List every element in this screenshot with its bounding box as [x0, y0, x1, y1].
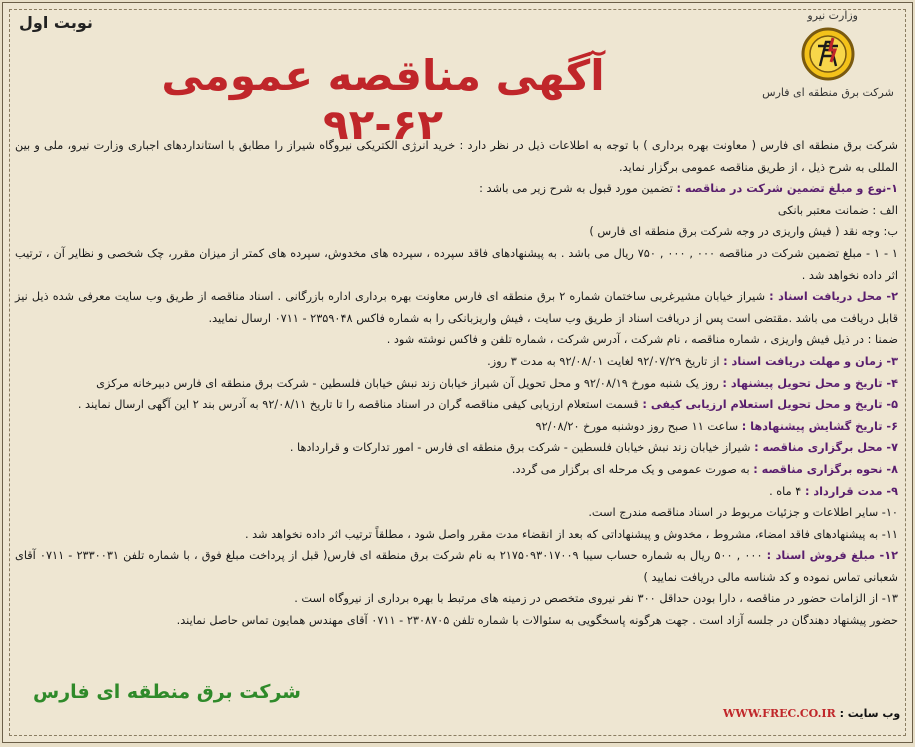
website-link[interactable]: WWW.FREC.CO.IR — [723, 707, 836, 720]
item-1-b: ب: وجه نقد ( فیش واریزی در وجه شرکت برق منطقه ای فارس ) — [589, 225, 898, 239]
website-label: وب سایت : — [839, 707, 901, 720]
item-12: ۱۲- مبلغ فروش اسناد : ۰۰۰ , ۵۰۰ ریال به شماره حساب سیبا ۲۱۷۵۰۹۳۰۱۷۰۰۹ به نام شرکت برق منطقه ای فارس( قبل از پرداخت مبلغ فوق ، با شماره تلفن ۲۳۳۰۰۳۱ - ۰۷۱۱ آقای شعبانی تماس نموده و کد شناسه مالی دریافت نمایید ) — [15, 549, 898, 584]
item-2: ۲- محل دریافت اسناد : شیراز خیابان مشیرغربی ساختمان شماره ۲ برق منطقه ای فارس معاونت بهره برداری اداره بازرگانی . اسناد مناقصه از طریق وب سایت معرفی شده ذیل نیز قابل دریافت می باشد .مقتضی است پس از دریافت اسناد از طریق وب سایت ، فیش واریزبانکی را به شماره فاکس ۲۳۵۹۰۴۸ - ۰۷۱۱ ارسال نمایید. — [15, 290, 898, 325]
item-10: ۱۰- سایر اطلاعات و جزئیات مربوط در اسناد مناقصه مندرج است. — [588, 506, 898, 520]
item-9: ۹- مدت قرارداد : ۴ ماه . — [769, 484, 898, 498]
item-1-a: الف : ضمانت معتبر بانکی — [777, 203, 898, 217]
company-label: شرکت برق منطقه ای فارس — [762, 86, 894, 99]
item-13: ۱۳- از الزامات حضور در مناقصه ، دارا بودن حداقل ۳۰۰ نفر نیروی متخصص در زمینه های مرتبط با بهره برداری از نیروگاه است . — [294, 592, 898, 606]
ministry-label: وزارت نیرو — [807, 9, 858, 22]
company-signature: شرکت برق منطقه ای فارس — [33, 681, 301, 703]
item-6: ۶- تاریخ گشایش پیشنهادها : ساعت ۱۱ صبح روز دوشنبه مورخ ۹۲/۰۸/۲۰ — [535, 419, 898, 433]
website-line — [723, 707, 900, 720]
notice-body — [15, 135, 898, 632]
item-11: ۱۱- به پیشنهادهای فاقد امضاء، مشروط ، مخدوش و پیشنهاداتی که بعد از انقضاء مدت مقرر واصل شود ، مطلقاً ترتیب اثر داده نخواهد شد . — [244, 527, 898, 541]
item-8: ۸- نحوه برگزاری مناقصه : به صورت عمومی و یک مرحله ای برگزار می گردد. — [511, 462, 898, 476]
closing-paragraph: حضور پیشنهاد دهندگان در جلسه آزاد است . جهت هرگونه پاسخگویی به سئوالات با شماره تلفن ۲۳۰۸۷۰۵ - ۰۷۱۱ آقای مهندس همایون تماس حاصل نمایند. — [176, 614, 898, 628]
power-tower-logo-icon — [800, 26, 856, 82]
item-1-1: ۱ - ۱ - مبلغ تضمین شرکت در مناقصه ۰۰۰ , ۰۰۰ , ۷۵۰ ریال می باشد . به پیشنهادهای فاقد سپرده ، سپرده های مخدوش، سپرده های کمتر از میزان مقرر، چک شخصی و نظایر آن ، ترتیب اثر داده نخواهد شد . — [15, 246, 898, 282]
notice-title: آگهی مناقصه عمومی ۶۲-۹۲ — [161, 51, 605, 149]
item-7: ۷- محل برگزاری مناقصه : شیراز خیابان زند نبش خیابان فلسطین - شرکت برق منطقه ای فارس - امور تدارکات و قراردادها . — [289, 441, 898, 455]
intro-paragraph: شرکت برق منطقه ای فارس ( معاونت بهره برداری ) با توجه به اطلاعات ذیل در نظر دارد : خرید انرژی الکتریکی نیروگاه شیراز را مطابق با استانداردهای اجباری وزارت نیرو، ملی و بین المللی به شرح ذیل ، از طریق مناقصه عمومی برگزار نماید. — [15, 139, 898, 174]
item-1: ۱-نوع و مبلغ تضمین شرکت در مناقصه : تضمین مورد قبول به شرح زیر می باشد : — [479, 182, 898, 196]
item-5: ۵- تاریخ و محل تحویل استعلام ارزیابی کیفی : قسمت استعلام ارزیابی کیفی مناقصه گران در اسناد مناقصه را تا تاریخ ۹۲/۰۸/۱۱ به آدرس بند ۲ این آگهی ارسال نمایند . — [77, 398, 898, 412]
item-4: ۴- تاریخ و محل تحویل پیشنهاد : روز یک شنبه مورخ ۹۲/۰۸/۱۹ و محل تحویل آن شیراز خیابان زند نبش خیابان فلسطین - شرکت برق منطقه ای فارس دبیرخانه مرکزی — [96, 376, 898, 390]
item-3: ۳- زمان و مهلت دریافت اسناد : از تاریخ ۹۲/۰۷/۲۹ لغایت ۹۲/۰۸/۰۱ به مدت ۳ روز. — [487, 354, 898, 368]
first-publication-note: نوبت اول — [19, 13, 93, 32]
item-2-note: ضمنا : در ذیل فیش واریزی ، شماره مناقصه ، نام شرکت ، آدرس شرکت ، شماره تلفن و فاکس نوشته شود . — [386, 333, 898, 347]
tender-notice — [2, 2, 913, 743]
company-logo — [758, 9, 898, 119]
